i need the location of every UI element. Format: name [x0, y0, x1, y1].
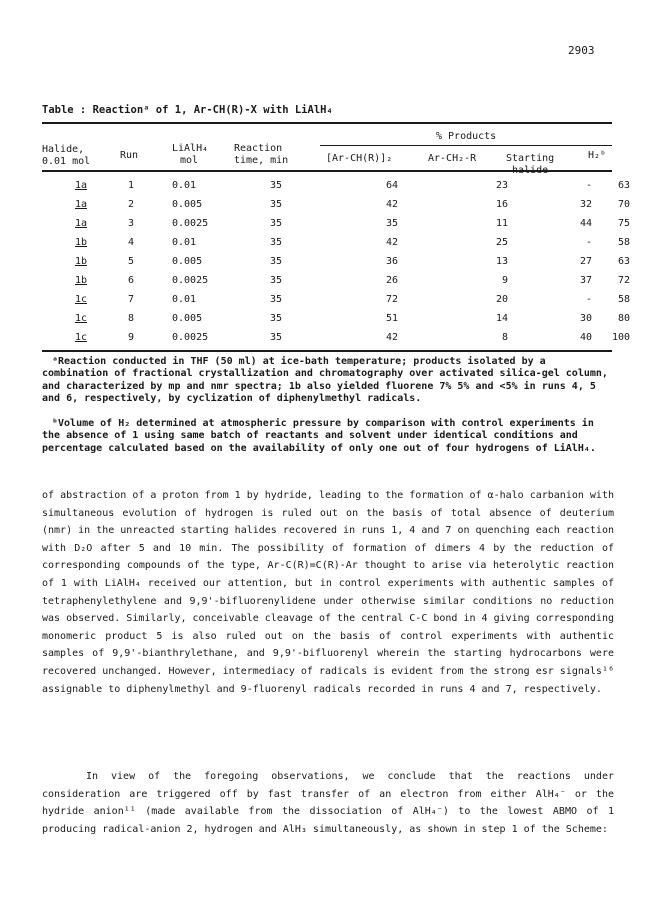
table-top-rule: [42, 122, 612, 124]
table-row: [42, 237, 630, 257]
cell-arch2r: 8: [501, 332, 508, 343]
cell-run: 2: [127, 199, 135, 210]
cell-dimer: 42: [385, 237, 398, 248]
header-lialh4-line2: mol: [180, 155, 199, 166]
cell-run: 4: [127, 237, 135, 248]
cell-starting: 44: [579, 218, 592, 229]
cell-arch2r: 23: [495, 180, 508, 191]
cell-starting: 40: [579, 332, 592, 343]
cell-lialh4: 0.005: [172, 313, 203, 324]
cell-run: 6: [127, 275, 135, 286]
cell-starting: 32: [579, 199, 592, 210]
cell-dimer: 36: [385, 256, 398, 267]
cell-halide: 1c: [74, 313, 88, 324]
cell-starting: -: [585, 294, 592, 305]
header-starting-line1: Starting: [506, 153, 555, 164]
cell-time: 35: [269, 180, 283, 191]
cell-time: 35: [269, 218, 283, 229]
cell-halide: 1c: [74, 294, 88, 305]
cell-lialh4: 0.0025: [172, 332, 209, 343]
cell-h2: 72: [617, 275, 630, 286]
footnote-b: ᵇVolume of H₂ determined at atmospheric pressure by comparison with control experiments in the absence of 1 using same batch of reactants and solvent under identical conditions and percentage calculated based on the availability of only one out of four hydrogens of LiAlH₄.: [42, 418, 596, 454]
table-row: [42, 218, 630, 238]
page-number: 2903: [568, 44, 595, 57]
cell-dimer: 26: [385, 275, 398, 286]
cell-lialh4: 0.0025: [172, 275, 209, 286]
cell-halide: 1a: [74, 199, 88, 210]
header-arch2r: Ar-CH₂-R: [428, 153, 477, 164]
header-h2: H₂ᵇ: [588, 150, 607, 161]
cell-dimer: 35: [385, 218, 398, 229]
cell-arch2r: 20: [495, 294, 508, 305]
cell-time: 35: [269, 332, 283, 343]
table-row: [42, 313, 630, 333]
cell-run: 8: [127, 313, 135, 324]
table-row: [42, 294, 630, 314]
header-lialh4-line1: LiAlH₄: [172, 143, 209, 154]
cell-dimer: 42: [385, 332, 398, 343]
cell-lialh4: 0.01: [172, 237, 197, 248]
header-run: Run: [120, 150, 139, 161]
cell-h2: 58: [617, 294, 630, 305]
cell-dimer: 51: [385, 313, 398, 324]
cell-time: 35: [269, 294, 283, 305]
cell-h2: 75: [617, 218, 630, 229]
cell-arch2r: 9: [501, 275, 508, 286]
cell-run: 7: [127, 294, 135, 305]
cell-arch2r: 11: [495, 218, 508, 229]
cell-starting: -: [585, 237, 592, 248]
cell-lialh4: 0.01: [172, 180, 197, 191]
table-row: [42, 275, 630, 295]
cell-time: 35: [269, 256, 283, 267]
cell-h2: 100: [611, 332, 630, 343]
cell-arch2r: 16: [495, 199, 508, 210]
table-bottom-rule: [42, 350, 612, 352]
table-caption: Table : Reactionᵃ of 1, Ar-CH(R)-X with LiAlH₄: [42, 104, 333, 116]
cell-run: 5: [127, 256, 135, 267]
cell-h2: 80: [617, 313, 630, 324]
header-halide-line1: Halide,: [42, 144, 85, 155]
cell-h2: 63: [617, 256, 630, 267]
cell-dimer: 64: [385, 180, 398, 191]
cell-time: 35: [269, 275, 283, 286]
products-group-underline: [320, 145, 612, 146]
cell-halide: 1b: [74, 237, 88, 248]
cell-starting: 30: [579, 313, 592, 324]
cell-arch2r: 25: [495, 237, 508, 248]
cell-lialh4: 0.0025: [172, 218, 209, 229]
cell-halide: 1b: [74, 256, 88, 267]
header-time-line1: Reaction: [234, 143, 283, 154]
cell-dimer: 72: [385, 294, 398, 305]
header-halide-line2: 0.01 mol: [42, 156, 91, 167]
header-time-line2: time, min: [234, 155, 289, 166]
cell-starting: -: [585, 180, 592, 191]
cell-starting: 37: [579, 275, 592, 286]
body-paragraph: In view of the foregoing observations, we conclude that the reactions under consideration are triggered off by fast transfer of an electron from either AlH₄⁻ or the hydride anion¹¹ (made available from the dissociation of AlH₄⁻) to the lowest ABMO of 1 producing radical-anion 2, hydrogen and AlH₃ simultaneously, as shown in step 1 of the Scheme:: [42, 771, 614, 835]
footnote-a: ᵃReaction conducted in THF (50 ml) at ice-bath temperature; products isolated by a combination of fractional crystallization and chromatography over activated silica-gel column, and characterized by mp and nmr spectra; 1b also yielded fluorene 7% 5% and <5% in runs 4, 5 and 6, respectively, by cyclization of diphenylmethyl radicals.: [42, 356, 608, 405]
cell-lialh4: 0.005: [172, 256, 203, 267]
cell-run: 9: [127, 332, 135, 343]
header-dimer: [Ar-CH(R)]₂: [326, 153, 393, 164]
table-header-rule: [42, 170, 612, 172]
body-paragraph: of abstraction of a proton from 1 by hydride, leading to the formation of α-halo carbanion with simultaneous evolution of hydrogen is ruled out on the basis of total absence of deuterium (nmr) in the unreacted starting halides recovered in runs 1, 4 and 7 on quenching each reaction with D₂O after 5 and 10 min. The possibility of formation of dimers 4 by the reduction of corresponding compounds of the type, Ar-C(R)=C(R)-Ar thought to arise via heterolytic reaction of 1 with LiAlH₄ received our attention, but in control experiments with authentic samples of tetraphenylethylene and 9,9'-bifluorenylidene under otherwise similar conditions no reduction was observed. Similarly, conceivable cleavage of the central C-C bond in 4 giving corresponding monomeric product 5 is also ruled out on the basis of control experiments with authentic samples of 9,9'-bianthrylethane, and 9,9'-bifluorenyl wherein the starting hydrocarbons were recovered unchanged. However, intermediacy of radicals is evident from the strong esr signals¹⁶ assignable to diphenylmethyl and 9-fluorenyl radicals recorded in runs 4 and 7, respectively.: [42, 490, 614, 695]
table-row: [42, 199, 630, 219]
cell-time: 35: [269, 199, 283, 210]
cell-halide: 1c: [74, 332, 88, 343]
cell-lialh4: 0.01: [172, 294, 197, 305]
cell-halide: 1a: [74, 180, 88, 191]
cell-dimer: 42: [385, 199, 398, 210]
cell-arch2r: 14: [495, 313, 508, 324]
cell-halide: 1a: [74, 218, 88, 229]
cell-arch2r: 13: [495, 256, 508, 267]
cell-time: 35: [269, 313, 283, 324]
cell-run: 1: [127, 180, 135, 191]
cell-halide: 1b: [74, 275, 88, 286]
table-row: [42, 256, 630, 276]
table-row: [42, 332, 630, 352]
table-row: [42, 180, 630, 200]
cell-starting: 27: [579, 256, 592, 267]
cell-h2: 63: [617, 180, 630, 191]
header-products-group: % Products: [436, 131, 497, 142]
cell-time: 35: [269, 237, 283, 248]
cell-h2: 58: [617, 237, 630, 248]
cell-lialh4: 0.005: [172, 199, 203, 210]
cell-h2: 70: [617, 199, 630, 210]
cell-run: 3: [127, 218, 135, 229]
